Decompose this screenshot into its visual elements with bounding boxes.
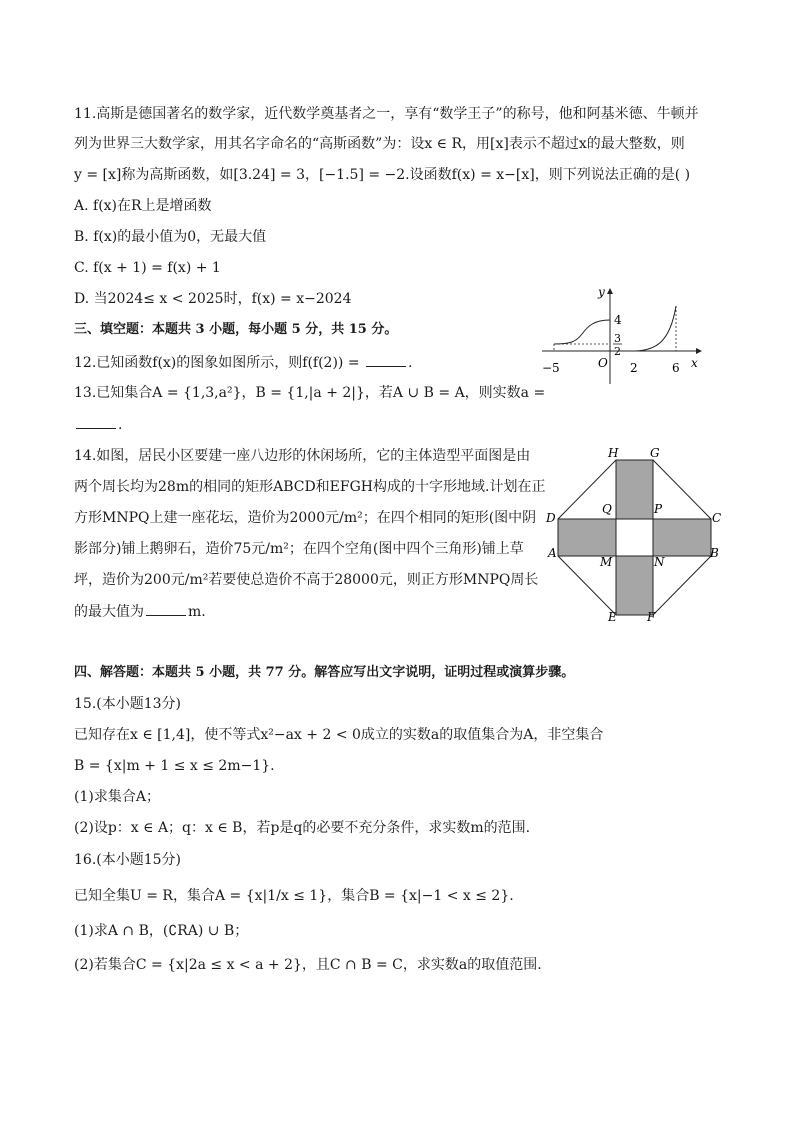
shaded-rect-left: [558, 519, 616, 556]
shaded-rect-bottom: [616, 556, 653, 615]
q14-line1: 14.如图，居民小区要建一座八边形的休闲场所，它的主体造型平面图是由: [74, 448, 531, 464]
section-heading-fill-in: 三、填空题：本题共 3 小题，每小题 5 分，共 15 分。: [74, 322, 398, 337]
octagon-figure: [540, 442, 730, 626]
label-a: A: [548, 546, 557, 560]
q11-line3: y = [x]称为高斯函数，如[3.24] = 3，[−1.5] = −2.设函数f(x) = x−[x]，则下列说法正确的是( ): [74, 167, 691, 183]
q14-line6: [74, 601, 206, 622]
q11-option-b: B. f(x)的最小值为0，无最大值: [74, 229, 267, 245]
q14-line6-after: m.: [188, 604, 206, 620]
x-tick-6: 6: [672, 361, 680, 375]
q14-line2: 两个周长均为28m的相同的矩形ABCD和EFGH构成的十字形地域.计划在正: [74, 479, 546, 495]
q12-text-after: .: [408, 355, 413, 371]
label-d: D: [546, 511, 556, 525]
q11-option-c: C. f(x + 1) = f(x) + 1: [74, 260, 221, 276]
q13-line2-end: .: [118, 417, 123, 433]
curve-left: [554, 320, 610, 344]
x-tick-2: 2: [630, 361, 638, 375]
q12-text: [74, 352, 412, 373]
q11-line1: 11.高斯是德国著名的数学家，近代数学奠基者之一，享有“数学王子”的称号，他和阿基米德、牛顿并: [74, 106, 699, 122]
label-e: E: [608, 610, 617, 624]
x-tick-neg5: −5: [542, 361, 560, 375]
q13-line1: 13.已知集合A = {1,3,a²}，B = {1,|a + 2|}，若A ∪ B = A，则实数a =: [74, 385, 546, 401]
section-heading-solutions: 四、解答题：本题共 5 小题，共 77 分。解答应写出文字说明，证明过程或演算步骤。: [74, 665, 575, 680]
x-axis-label: x: [691, 356, 698, 370]
label-c: C: [712, 511, 722, 525]
x-axis-arrow-icon: [696, 348, 702, 354]
label-b: B: [710, 546, 719, 560]
q12-answer-blank: [366, 352, 406, 367]
origin-label: O: [598, 356, 608, 370]
label-f: F: [647, 610, 656, 624]
shaded-rect-top: [616, 460, 653, 519]
q13-answer-blank: [76, 414, 116, 429]
q16-line1: 已知全集U = R，集合A = {x|1/x ≤ 1}，集合B = {x|−1 < x ≤ 2}.: [74, 888, 514, 904]
q16-head: 16.(本小题15分): [74, 852, 182, 868]
q15-head: 15.(本小题13分): [74, 696, 182, 712]
q14-line6-before: 的最大值为: [74, 604, 144, 620]
q11-line2: 列为世界三大数学家，用其名字命名的“高斯函数”为：设x ∈ R，用[x]表示不超过x的最大整数，则: [74, 136, 685, 152]
q15-line2: B = {x|m + 1 ≤ x ≤ 2m−1}.: [74, 758, 275, 774]
q13-line2: [74, 414, 122, 435]
q15-part2: (2)设p：x ∈ A；q：x ∈ B，若p是q的必要不充分条件，求实数m的范围.: [74, 820, 531, 836]
shaded-rect-right: [653, 519, 711, 556]
q14-line5: 坪，造价为200元/m²若要使总造价不高于28000元，则正方形MNPQ周长: [74, 572, 539, 588]
q14-line3: 方形MNPQ上建一座花坛，造价为2000元/m²；在四个相同的矩形(图中阴: [74, 510, 537, 526]
q16-part2: (2)若集合C = {x|2a ≤ x < a + 2}，且C ∩ B = C，求实数a的取值范围.: [74, 957, 542, 973]
label-q: Q: [602, 502, 612, 516]
q11-option-a: A. f(x)在R上是增函数: [74, 198, 212, 214]
function-graph: [536, 282, 706, 386]
y-axis-arrow-icon: [607, 288, 613, 294]
q15-part1: (1)求集合A；: [74, 789, 160, 805]
curve-right: [633, 306, 676, 351]
q16-part1: (1)求A ∩ B，(∁RA) ∪ B；: [74, 923, 249, 939]
center-square-mnpq: [616, 519, 653, 556]
tick-label-3: 3: [614, 332, 621, 345]
q12-text-before: 12.已知函数f(x)的图象如图所示，则f(f(2)) =: [74, 355, 365, 371]
q15-line1: 已知存在x ∈ [1,4]，使不等式x²−ax + 2 < 0成立的实数a的取值集合为A，非空集合: [74, 727, 604, 743]
label-m: M: [600, 555, 613, 569]
q11-option-d: D. 当2024≤ x < 2025时，f(x) = x−2024: [74, 291, 352, 307]
label-n: N: [654, 555, 665, 569]
tick-label-2-denominator: 2: [614, 345, 621, 358]
label-p: P: [654, 502, 663, 516]
tick-label-4: 4: [614, 313, 622, 327]
label-h: H: [608, 446, 619, 460]
q14-line4: 影部分)铺上鹅卵石，造价75元/m²；在四个空角(图中四个三角形)铺上草: [74, 541, 524, 557]
label-g: G: [650, 446, 660, 460]
y-axis-label: y: [598, 285, 605, 299]
q14-answer-blank: [146, 601, 186, 616]
